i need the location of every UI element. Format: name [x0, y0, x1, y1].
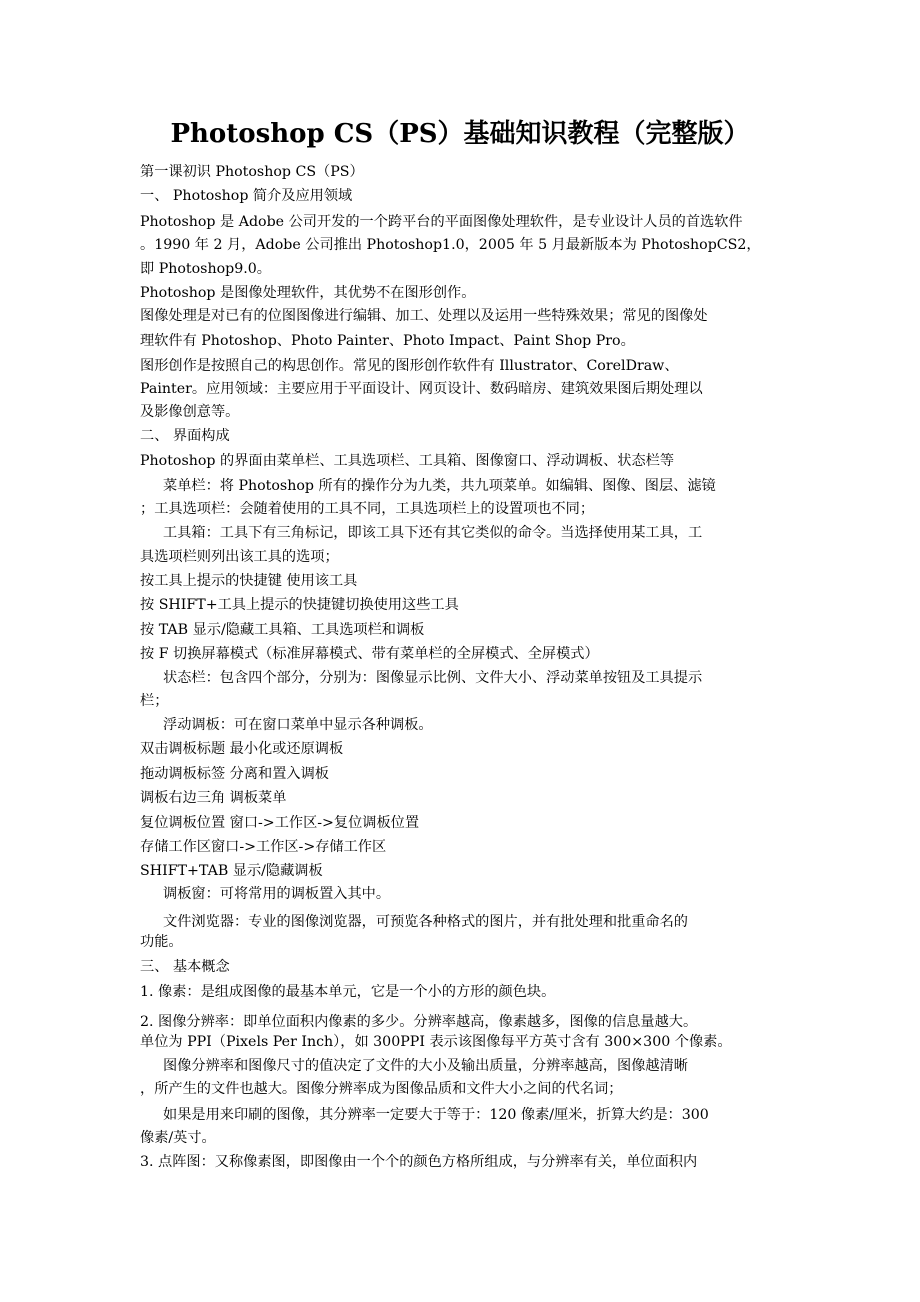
text-line: 第一课初识 Photoshop CS（PS）	[140, 164, 364, 180]
text-line: 拖动调板标签 分离和置入调板	[140, 766, 329, 782]
section-heading: 二、 界面构成	[140, 428, 230, 444]
document-title: Photoshop CS（PS）基础知识教程（完整版）	[170, 119, 750, 149]
text-line: 按 SHIFT+工具上提示的快捷键切换使用这些工具	[140, 597, 459, 613]
text-line: 及影像创意等。	[140, 404, 240, 420]
text-line: 图像处理是对已有的位图图像进行编辑、加工、处理以及运用一些特殊效果；常见的图像处	[140, 308, 708, 324]
text-line: 文件浏览器：专业的图像浏览器，可预览各种格式的图片，并有批处理和批重命名的	[163, 914, 688, 930]
text-line: 复位调板位置 窗口->工作区->复位调板位置	[140, 815, 420, 831]
text-line: 图像分辨率和图像尺寸的值决定了文件的大小及输出质量，分辨率越高，图像越清晰	[163, 1058, 688, 1074]
text-line: 图形创作是按照自己的构思创作。常见的图形创作软件有 Illustrator、CorelDraw、	[140, 358, 679, 374]
text-line: 按 TAB 显示/隐藏工具箱、工具选项栏和调板	[140, 622, 425, 638]
text-line: 双击调板标题 最小化或还原调板	[140, 741, 344, 757]
text-line: Photoshop 是图像处理软件，其优势不在图形创作。	[140, 285, 476, 301]
text-line: Photoshop 的界面由菜单栏、工具选项栏、工具箱、图像窗口、浮动调板、状态栏等	[140, 453, 675, 469]
text-line: 按工具上提示的快捷键 使用该工具	[140, 573, 358, 589]
text-line: 调板窗：可将常用的调板置入其中。	[163, 886, 391, 902]
text-line: 如果是用来印刷的图像，其分辨率一定要大于等于：120 像素/厘米，折算大约是：300	[163, 1107, 709, 1123]
text-line: 即 Photoshop9.0。	[140, 261, 271, 277]
text-line: 2. 图像分辨率：即单位面积内像素的多少。分辨率越高，像素越多，图像的信息量越大。	[140, 1014, 698, 1030]
text-line: ；工具选项栏：会随着使用的工具不同，工具选项栏上的设置项也不同；	[140, 501, 595, 517]
text-line: 工具箱：工具下有三角标记，即该工具下还有其它类似的命令。当选择使用某工具，工	[163, 525, 703, 541]
text-line: 1. 像素：是组成图像的最基本单元，它是一个小的方形的颜色块。	[140, 984, 556, 1000]
text-line: 按 F 切换屏幕模式（标准屏幕模式、带有菜单栏的全屏模式、全屏模式）	[140, 646, 599, 662]
text-line: Painter。应用领域：主要应用于平面设计、网页设计、数码暗房、建筑效果图后期处理以	[140, 381, 703, 397]
text-line: 具选项栏则列出该工具的选项；	[140, 549, 339, 565]
text-line: 浮动调板：可在窗口菜单中显示各种调板。	[163, 717, 433, 733]
text-line: 3. 点阵图：又称像素图，即图像由一个个的颜色方格所组成，与分辨率有关，单位面积内	[140, 1154, 698, 1170]
text-line: 理软件有 Photoshop、Photo Painter、Photo Impact、Paint Shop Pro。	[140, 333, 635, 349]
text-line: ，所产生的文件也越大。图像分辨率成为图像品质和文件大小之间的代名词；	[140, 1081, 623, 1097]
text-line: 单位为 PPI（Pixels Per Inch），如 300PPI 表示该图像每平方英寸含有 300×300 个像素。	[140, 1034, 732, 1050]
text-line: 栏；	[140, 693, 169, 709]
text-line: 菜单栏：将 Photoshop 所有的操作分为九类，共九项菜单。如编辑、图像、图层、滤镜	[163, 478, 716, 494]
text-line: 调板右边三角 调板菜单	[140, 790, 287, 806]
text-line: 状态栏：包含四个部分，分别为：图像显示比例、文件大小、浮动菜单按钮及工具提示	[163, 670, 703, 686]
text-line: 。1990 年 2 月，Adobe 公司推出 Photoshop1.0，2005 年 5 月最新版本为 PhotoshopCS2，	[140, 237, 761, 253]
text-line: 像素/英寸。	[140, 1130, 216, 1146]
text-line: Photoshop 是 Adobe 公司开发的一个跨平台的平面图像处理软件，是专业设计人员的首选软件	[140, 214, 743, 230]
text-line: 一、 Photoshop 简介及应用领域	[140, 188, 353, 204]
text-line: 功能。	[140, 934, 183, 950]
text-line: SHIFT+TAB 显示/隐藏调板	[140, 863, 323, 879]
text-line: 存储工作区窗口->工作区->存储工作区	[140, 839, 387, 855]
section-heading: 三、 基本概念	[140, 959, 230, 975]
